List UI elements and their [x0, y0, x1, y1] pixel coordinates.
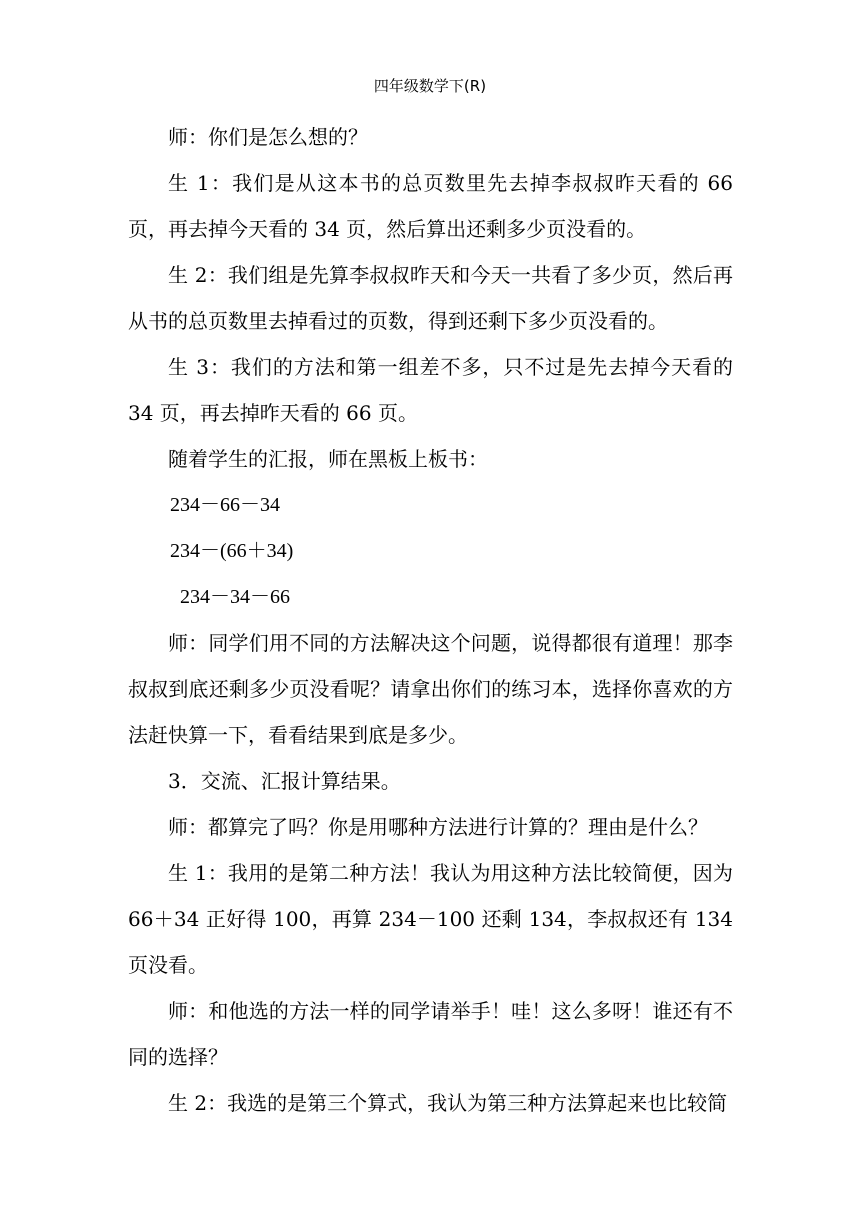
page-header: 四年级数学下(R) — [373, 77, 487, 95]
paragraph-student-2-method: 生 2：我选的是第三个算式，我认为第三种方法算起来也比较简 — [168, 1091, 728, 1115]
paragraph-blackboard-intro: 随着学生的汇报，师在黑板上板书： — [168, 447, 488, 471]
paragraph-student-1-answer: 生 1：我们是从这本书的总页数里先去掉李叔叔昨天看的 66 页，再去掉今天看的 34 页，然后算出还剩多少页没看的。 — [128, 171, 733, 241]
formula-2: 234－(66＋34) — [170, 540, 294, 562]
paragraph-student-3-answer: 生 3：我们的方法和第一组差不多，只不过是先去掉今天看的 34 页，再去掉昨天看的 66 页。 — [128, 355, 733, 425]
document-body — [128, 114, 733, 1126]
formula-1: 234－66－34 — [170, 494, 280, 516]
paragraph-teacher-question: 师：你们是怎么想的？ — [168, 125, 368, 149]
paragraph-student-2-answer: 生 2：我们组是先算李叔叔昨天和今天一共看了多少页，然后再从书的总页数里去掉看过的页数，得到还剩下多少页没看的。 — [128, 263, 733, 333]
paragraph-student-1-method: 生 1：我用的是第二种方法！我认为用这种方法比较简便，因为 66＋34 正好得 100，再算 234－100 还剩 134，李叔叔还有 134 页没看。 — [128, 861, 733, 977]
paragraph-teacher-raise-hands: 师：和他选的方法一样的同学请举手！哇！这么多呀！谁还有不同的选择？ — [128, 999, 733, 1069]
paragraph-teacher-ask: 师：都算完了吗？你是用哪种方法进行计算的？理由是什么？ — [168, 815, 708, 839]
paragraph-teacher-prompt: 师：同学们用不同的方法解决这个问题，说得都很有道理！那李叔叔到底还剩多少页没看呢？请拿出你们的练习本，选择你喜欢的方法赶快算一下，看看结果到底是多少。 — [128, 631, 733, 747]
formula-3: 234－34－66 — [180, 586, 290, 608]
paragraph-step-3: 3．交流、汇报计算结果。 — [168, 769, 401, 793]
